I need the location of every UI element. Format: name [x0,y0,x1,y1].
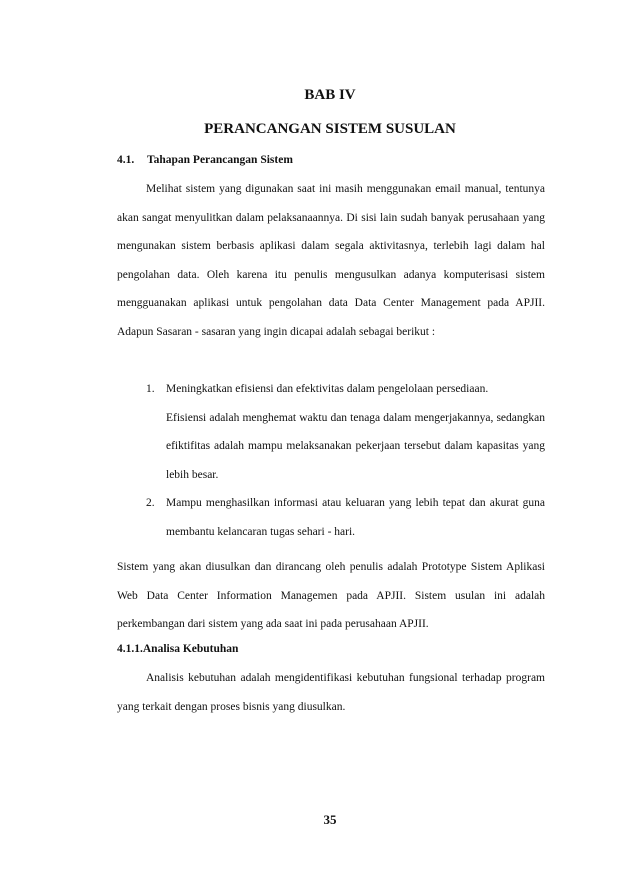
section-heading-4-1-1 [117,643,238,655]
list-item [146,489,545,546]
intro-paragraph: Melihat sistem yang digunakan saat ini masih menggunakan email manual, tentunya akan sangat menyulitkan dalam pelaksanaannya. Di sisi lain sudah banyak perusahaan yang mengunakan sistem berbasis aplikasi dalam segala aktivitasnya, terlebih lagi dalam hal pengolahan data. Oleh karena itu penulis mengusulkan adanya komputerisasi sistem mengguanakan aplikasi untuk pengolahan data Data Center Management pada APJII. Adapun Sasaran - sasaran yang ingin dicapai adalah sebagai berikut : [117,183,545,338]
list-item-text: Meningkatkan efisiensi dan efektivitas dalam pengelolaan persediaan. [166,383,489,395]
chapter-title: PERANCANGAN SISTEM SUSULAN [204,121,456,137]
subsection-title: Analisa Kebutuhan [142,643,239,655]
section-number: 4.1. [117,154,135,166]
section-title: Tahapan Perancangan Sistem [147,154,293,166]
list-marker: 2. [146,497,155,509]
page-number: 35 [323,812,337,827]
analysis-paragraph: Analisis kebutuhan adalah mengidentifikasi kebutuhan fungsional terhadap program yang terkait dengan proses bisnis yang diusulkan. [117,672,545,713]
list-marker: 1. [146,383,155,395]
list-item-detail: Efisiensi adalah menghemat waktu dan tenaga dalam mengerjakannya, sedangkan efiktifitas adalah mampu melaksanakan pekerjaan tersebut dalam kapasitas yang lebih besar. [166,411,545,481]
section-heading-4-1 [117,154,293,166]
list-item-text: Mampu menghasilkan informasi atau keluaran yang lebih tepat dan akurat guna membantu kelancaran tugas sehari - hari. [166,497,545,538]
goals-list [146,375,545,546]
conclusion-paragraph: Sistem yang akan diusulkan dan dirancang oleh penulis adalah Prototype Sistem Aplikasi Web Data Center Information Managemen pada APJII. Sistem usulan ini adalah perkembangan dari sistem yang ada saat ini pada perusahaan APJII. [117,561,545,630]
subsection-number: 4.1.1. [117,643,143,655]
list-item [146,375,545,489]
chapter-label: BAB IV [304,87,356,103]
